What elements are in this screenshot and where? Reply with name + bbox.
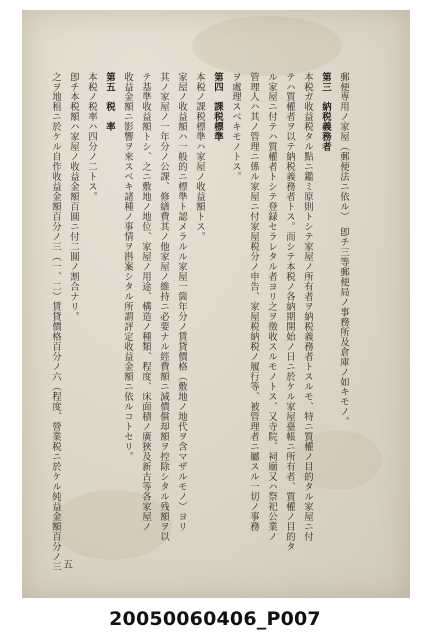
text-column: ル家屋ニ付テハ質權者トシテ登録セラレタル者ヨリ之ヲ徵收スルモノトス、又寺院、祠廟又ハ祭祀公業ノ bbox=[266, 72, 277, 542]
section-heading: 第四 課税標準 bbox=[212, 72, 223, 142]
text-column: テ基準收益額トシ、之ニ敷地ノ地位、家屋ノ用途、構造ノ種類、程度、床面積ノ廣狹及新古等各家屋ノ bbox=[140, 72, 151, 532]
text-column: 其ノ家屋ノ一年分ノ公課、修繕費其ノ他家屋ノ維持ニ必要ナル經費額ニ減價償却額ヲ控除シタル残額ヲ以 bbox=[158, 72, 169, 542]
section-heading: 第三 納税義務者 bbox=[320, 72, 331, 152]
section-heading: 第五 税 率 bbox=[104, 72, 115, 132]
text-column: 本税ノ税率ハ四分ノ二トス。 bbox=[86, 72, 97, 202]
text-column: 之ヲ地租ニ於ケル自作收益金額百分ノ三（一、二）賃貸價格百分ノ六（程度、營業税ニ於ケル純益金額百分ノ三 bbox=[50, 72, 61, 572]
text-column: 本税ガ收益税タル點ニ鑑ミ原則トシテ家屋ノ所有者ヲ納税義務者トスルモ、特ニ質權ノ目的タル家屋ニ付 bbox=[302, 72, 313, 542]
text-column: 管理人ハ其ノ管理ニ係ル家屋ニ付家屋税分ノ申告、家屋税納税ノ履行等、被管理者ニ屬スル一切ノ事務 bbox=[248, 72, 259, 532]
text-column: 郵便専用ノ家屋（郵便法ニ依ル） 卽チ三等郵便局ノ事務所及倉庫ノ如キモノ。 bbox=[338, 72, 349, 427]
text-column: 家屋ノ收益額ハ一般的ニ標準ト認メラルル家屋一箇年分ノ賃貸價格（敷地ノ地代ヲ含マザルモノ）ヨリ bbox=[176, 72, 187, 532]
paper-stain bbox=[192, 16, 342, 76]
text-column: ヲ處理スベキモノトス。 bbox=[230, 72, 241, 182]
page-number: 五 bbox=[63, 560, 73, 571]
image-caption: 20050060406_P007 bbox=[109, 608, 321, 630]
text-column: 收益金額ニ影響ヲ來スベキ諸種ノ事情ヲ斟案シタル所謂評定收益金額ニ依ルコトセリ。 bbox=[122, 72, 133, 462]
text-column: 本税ノ課税標準ハ家屋ノ收益額トス。 bbox=[194, 72, 205, 242]
text-column: 卽チ本税額ハ家屋ノ收益金額百圓ニ付二圓ノ割合ナリ。 bbox=[68, 72, 79, 322]
text-column: テハ質權者ヲ以テ納税義務者トス。而シテ本税ノ各納期開始ノ日ニ於ケル家屋臺帳ニ所有者、質權ノ目的タ bbox=[284, 72, 295, 552]
